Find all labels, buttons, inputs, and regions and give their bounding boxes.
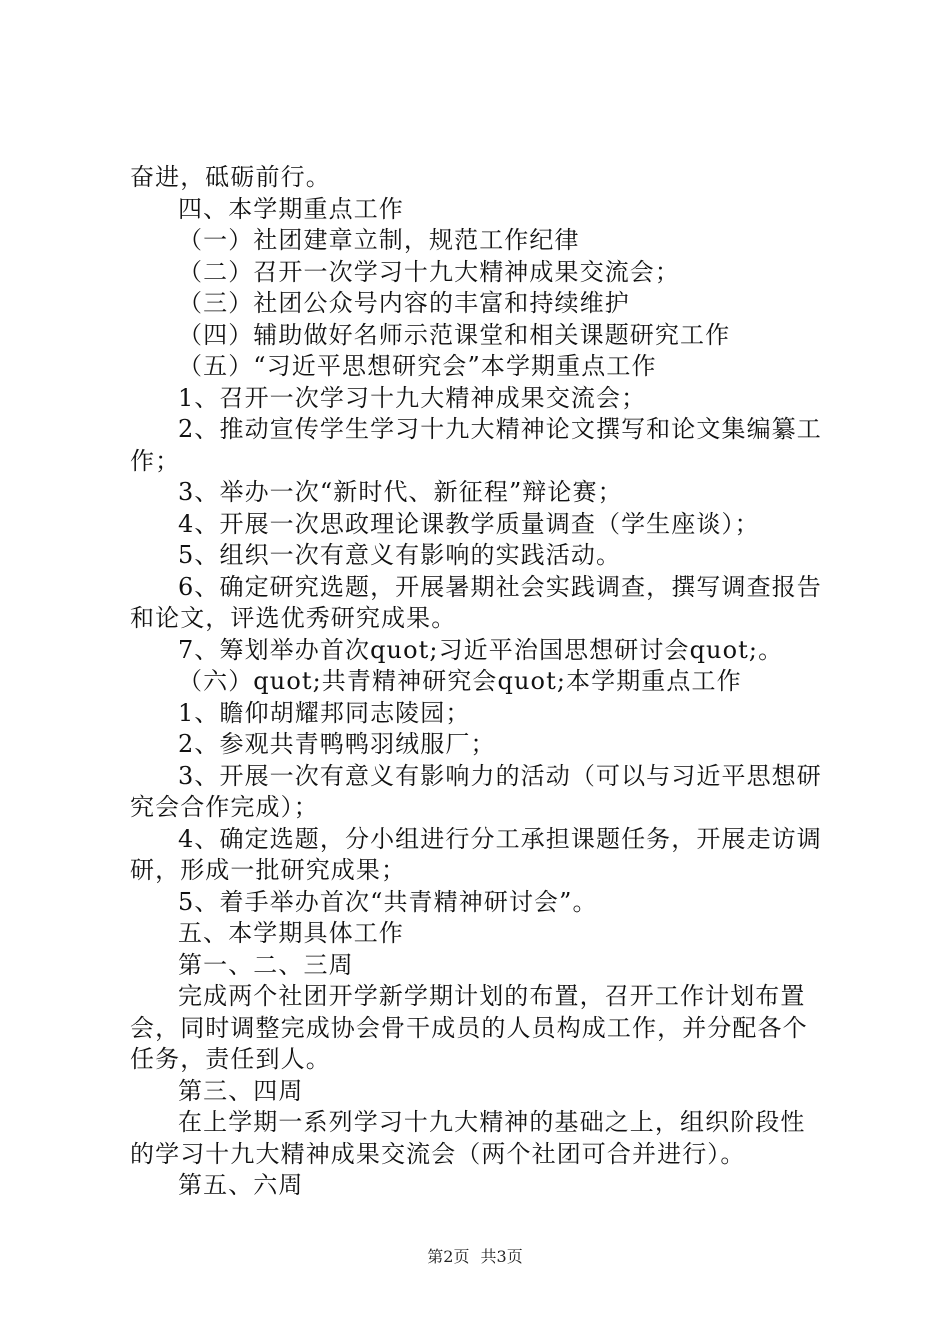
text-line: 1、瞻仰胡耀邦同志陵园； [178, 698, 471, 727]
text-line: 任务，责任到人。 [130, 1045, 331, 1073]
text-line: （六）quot;共青精神研究会quot;本学期重点工作 [178, 667, 742, 695]
text-line: 7、筹划举办首次quot;习近平治国思想研讨会quot;。 [178, 635, 784, 664]
section-heading: 五、本学期具体工作 [178, 919, 404, 947]
text-line: （五）“习近平思想研究会”本学期重点工作 [178, 352, 657, 380]
text-line: 作； [130, 446, 181, 475]
text-line: 5、着手举办首次“共青精神研讨会”。 [178, 887, 598, 916]
section-heading: 四、本学期重点工作 [178, 194, 404, 223]
text-line: （三）社团公众号内容的丰富和持续维护 [178, 289, 630, 317]
text-line: 的学习十九大精神成果交流会（两个社团可合并进行）。 [130, 1139, 746, 1168]
text-line: 4、开展一次思政理论课教学质量调查（学生座谈）； [178, 509, 760, 538]
document-body [130, 162, 830, 1202]
text-line: （一）社团建章立制，规范工作纪律 [178, 226, 580, 254]
text-line: 4、确定选题，分小组进行分工承担课题任务，开展走访调 [178, 824, 822, 853]
text-line: （二）召开一次学习十九大精神成果交流会； [178, 257, 680, 286]
text-line: 5、组织一次有意义有影响的实践活动。 [178, 541, 622, 569]
page-footer [0, 1244, 950, 1267]
text-line: （四）辅助做好名师示范课堂和相关课题研究工作 [178, 320, 731, 349]
text-line: 第五、六周 [178, 1171, 304, 1199]
text-line: 第三、四周 [178, 1076, 304, 1105]
text-line: 会，同时调整完成协会骨干成员的人员构成工作，并分配各个 [130, 1013, 808, 1042]
text-line: 6、确定研究选题，开展暑期社会实践调查，撰写调查报告 [178, 572, 822, 601]
text-line: 2、推动宣传学生学习十九大精神论文撰写和论文集编纂工 [178, 415, 822, 443]
text-line: 3、开展一次有意义有影响力的活动（可以与习近平思想研 [178, 761, 822, 790]
text-line: 完成两个社团开学新学期计划的布置，召开工作计划布置 [178, 982, 806, 1010]
text-line: 3、举办一次“新时代、新征程”辩论赛； [178, 478, 623, 506]
text-line: 奋进，砥砺前行。 [130, 163, 331, 191]
text-line: 1、召开一次学习十九大精神成果交流会； [178, 383, 647, 412]
text-line: 研，形成一批研究成果； [130, 856, 407, 884]
text-line: 在上学期一系列学习十九大精神的基础之上，组织阶段性 [178, 1108, 806, 1136]
text-line: 2、参观共青鸭鸭羽绒服厂； [178, 730, 496, 758]
text-line: 和论文，评选优秀研究成果。 [130, 604, 457, 632]
page-total: 共3页 [480, 1247, 523, 1266]
text-line: 第一、二、三周 [178, 950, 354, 979]
text-line: 究会合作完成）； [130, 793, 319, 821]
page-number: 第2页 [427, 1247, 470, 1266]
